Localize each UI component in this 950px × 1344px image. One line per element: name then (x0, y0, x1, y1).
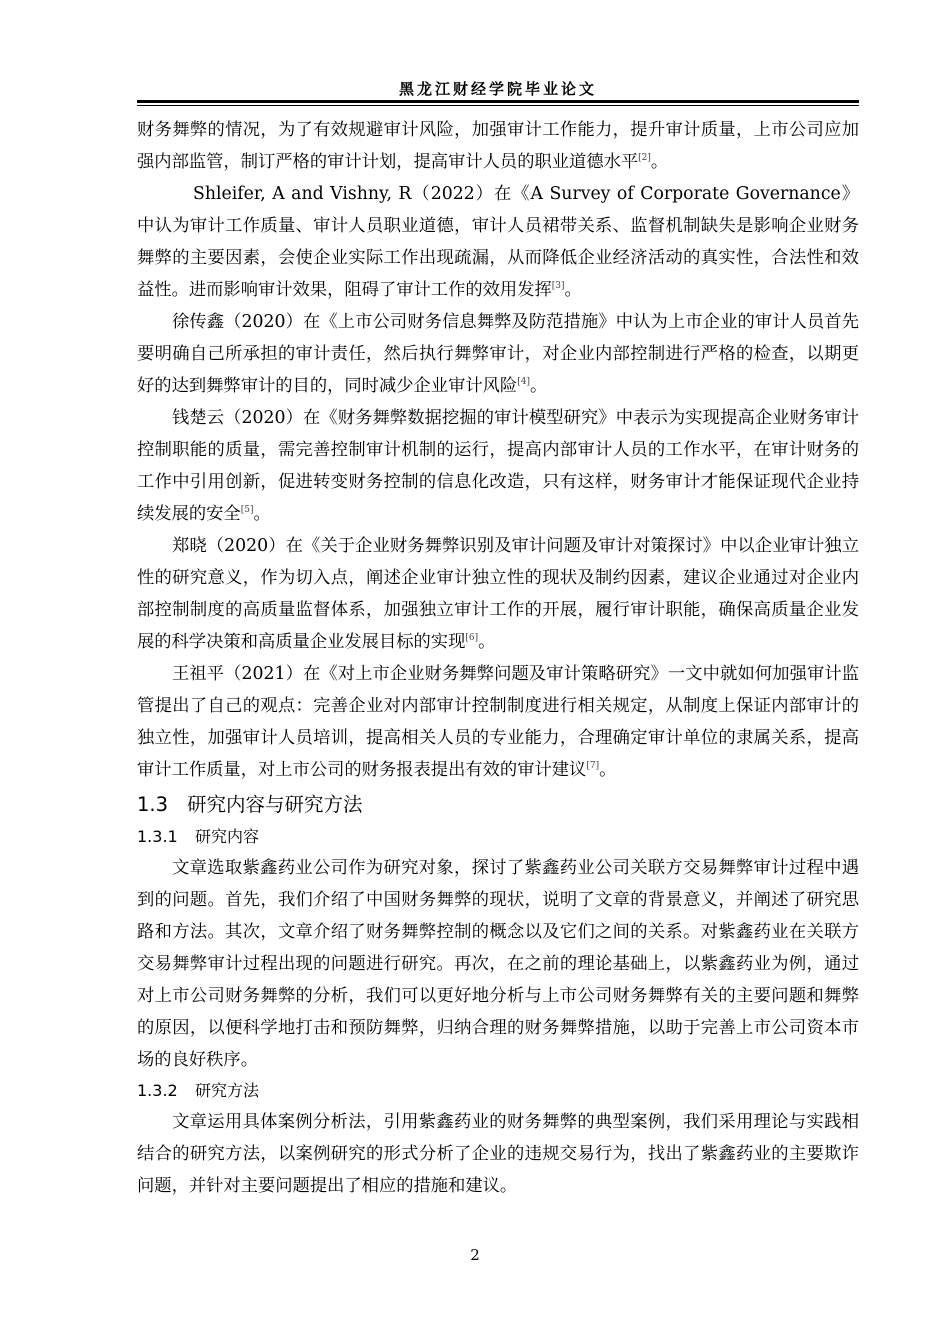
section-heading (137, 788, 859, 822)
citation-ref: [7] (586, 760, 600, 771)
paragraph-text: 郑晓（2020）在《关于企业财务舞弊识别及审计问题及审计对策探讨》中以企业审计独立性的研究意义，作为切入点，阐述企业审计独立性的现状及制约因素，建议企业通过对企业内部控制制度的高质量监督体系，加强独立审计工作的开展，履行审计职能，确保高质量企业发展的科学决策和高质量企业发展目标的实现 (137, 536, 859, 652)
paragraph-qian (137, 402, 859, 530)
paragraph-text: 钱楚云（2020）在《财务舞弊数据挖掘的审计模型研究》中表示为实现提高企业财务审计控制职能的质量，需完善控制审计机制的运行，提高内部审计人员的工作水平，在审计财务的工作中引用创新，促进转变财务控制的信息化改造，只有这样，财务审计才能保证现代企业持续发展的安全 (137, 408, 859, 524)
paragraph-text: 王祖平（2021）在《对上市企业财务舞弊问题及审计策略研究》一文中就如何加强审计监管提出了自己的观点：完善企业对内部审计控制制度进行相关规定，从制度上保证内部审计的独立性，加强审计人员培训，提高相关人员的专业能力，合理确定审计单位的隶属关系，提高审计工作质量，对上市公司的财务报表提出有效的审计建议 (137, 664, 859, 780)
paragraph-research-content: 文章选取紫鑫药业公司作为研究对象，探讨了紫鑫药业公司关联方交易舞弊审计过程中遇到的问题。首先，我们介绍了中国财务舞弊的现状，说明了文章的背景意义，并阐述了研究思路和方法。其次，文章介绍了财务舞弊控制的概念以及它们之间的关系。对紫鑫药业在关联方交易舞弊审计过程出现的问题进行研究。再次，在之前的理论基础上，以紫鑫药业为例，通过对上市公司财务舞弊的分析，我们可以更好地分析与上市公司财务舞弊有关的主要问题和舞弊的原因，以便科学地打击和预防舞弊，归纳合理的财务舞弊措施，以助于完善上市公司资本市场的良好秩序。 (137, 858, 859, 1070)
page-body (137, 114, 859, 1202)
subsection-heading-method (137, 1076, 859, 1106)
subsection-number: 1.3.2 (137, 1081, 178, 1100)
header-rule-thick (137, 100, 859, 103)
citation-ref: [6] (465, 632, 479, 643)
paragraph-xu (137, 306, 859, 402)
page-header-title: 黑龙江财经学院毕业论文 (398, 80, 597, 98)
subsection-title: 研究内容 (195, 827, 260, 846)
subsection-title: 研究方法 (195, 1081, 260, 1100)
paragraph-continuation (137, 114, 859, 178)
page-number: 2 (470, 1246, 480, 1264)
section-title: 研究内容与研究方法 (187, 793, 363, 816)
header-rule-thin (137, 105, 859, 106)
paragraph-tail: 。 (529, 376, 548, 396)
paragraph-shleifer (137, 178, 859, 306)
paragraph-tail: 。 (478, 632, 496, 652)
paragraph-tail: 。 (253, 504, 271, 524)
paragraph-tail: 。 (564, 280, 582, 300)
section-number: 1.3 (137, 793, 169, 816)
citation-ref: [3] (551, 280, 565, 291)
paragraph-tail: 。 (599, 760, 617, 780)
paragraph-text: 财务舞弊的情况，为了有效规避审计风险，加强审计工作能力，提升审计质量，上市公司应加强内部监管，制订严格的审计计划，提高审计人员的职业道德水平 (137, 120, 859, 172)
subsection-heading-content (137, 822, 859, 852)
citation-ref: [4] (517, 376, 530, 387)
paragraph-text: Shleifer, A and Vishny, R（2022）在《A Survey of Corporate Governance》中认为审计工作质量、审计人员职业道德，审计人员裙带关系、监督机制缺失是影响企业财务舞弊的主要因素，会使企业实际工作出现疏漏，从而降低企业经济活动的真实性，合法性和效益性。进而影响审计效果，阻碍了审计工作的效用发挥 (137, 184, 859, 300)
paragraph-zheng (137, 530, 859, 658)
citation-ref: [2] (638, 152, 651, 163)
paragraph-research-method: 文章运用具体案例分析法，引用紫鑫药业的财务舞弊的典型案例，我们采用理论与实践相结合的研究方法，以案例研究的形式分析了企业的违规交易行为，找出了紫鑫药业的主要欺诈问题，并针对主要问题提出了相应的措施和建议。 (137, 1112, 859, 1196)
paragraph-tail: 。 (650, 152, 669, 172)
paragraph-wang (137, 658, 859, 786)
subsection-number: 1.3.1 (137, 827, 178, 846)
paragraph-text: 徐传鑫（2020）在《上市公司财务信息舞弊及防范措施》中认为上市企业的审计人员首先要明确自己所承担的审计责任，然后执行舞弊审计，对企业内部控制进行严格的检查，以期更好的达到舞弊审计的目的，同时减少企业审计风险 (137, 312, 859, 396)
citation-ref: [5] (240, 504, 254, 515)
